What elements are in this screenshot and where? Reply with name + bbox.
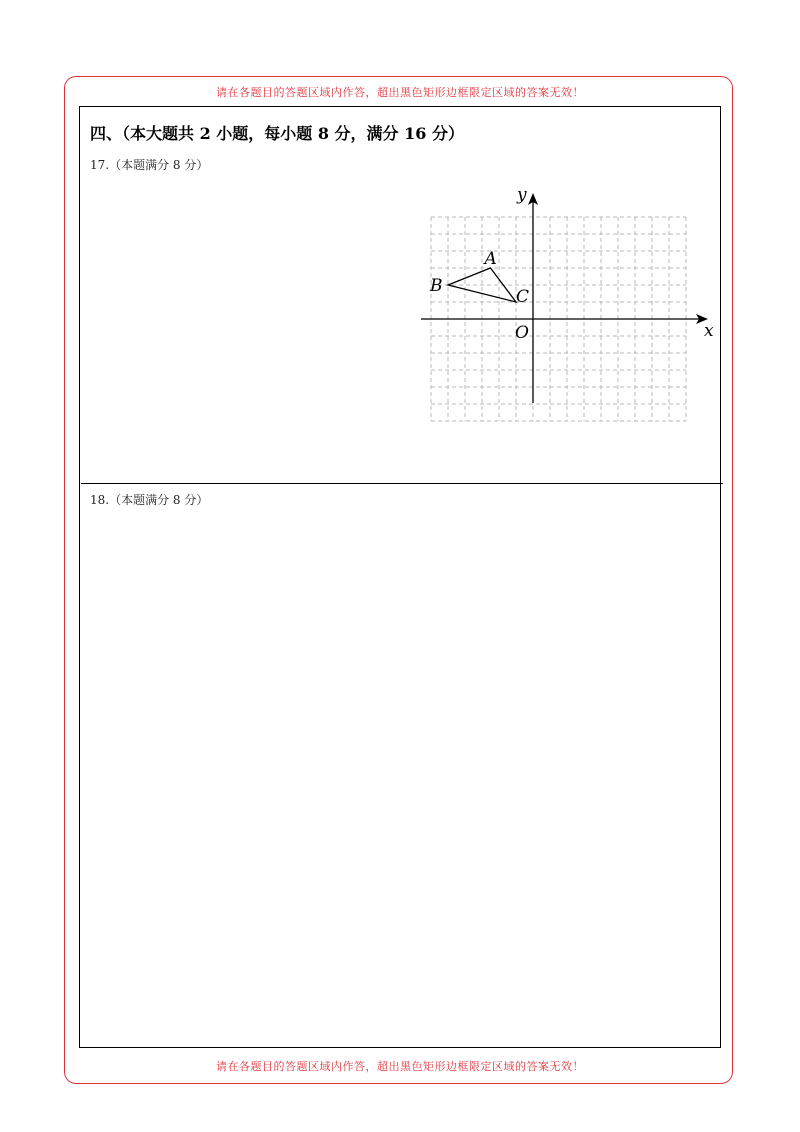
axes (421, 193, 708, 403)
vertex-label-b: B (430, 276, 443, 296)
question-17-label: 17.（本题满分 8 分） (90, 158, 209, 172)
vertex-label-c: C (516, 287, 530, 307)
question-divider (81, 483, 723, 484)
vertex-label-a: A (484, 249, 497, 269)
coordinate-grid-figure (410, 180, 715, 450)
y-axis-label: y (517, 185, 527, 205)
top-warning-text: 请在各题目的答题区域内作答，超出黑色矩形边框限定区域的答案无效！ (216, 86, 584, 99)
section-heading: 四、（本大题共 2 小题，每小题 8 分，满分 16 分） (90, 124, 464, 143)
question-18-label: 18.（本题满分 8 分） (90, 493, 209, 507)
origin-label: O (515, 323, 529, 343)
x-axis-label: x (704, 321, 714, 341)
bottom-warning-text: 请在各题目的答题区域内作答，超出黑色矩形边框限定区域的答案无效！ (216, 1060, 584, 1073)
